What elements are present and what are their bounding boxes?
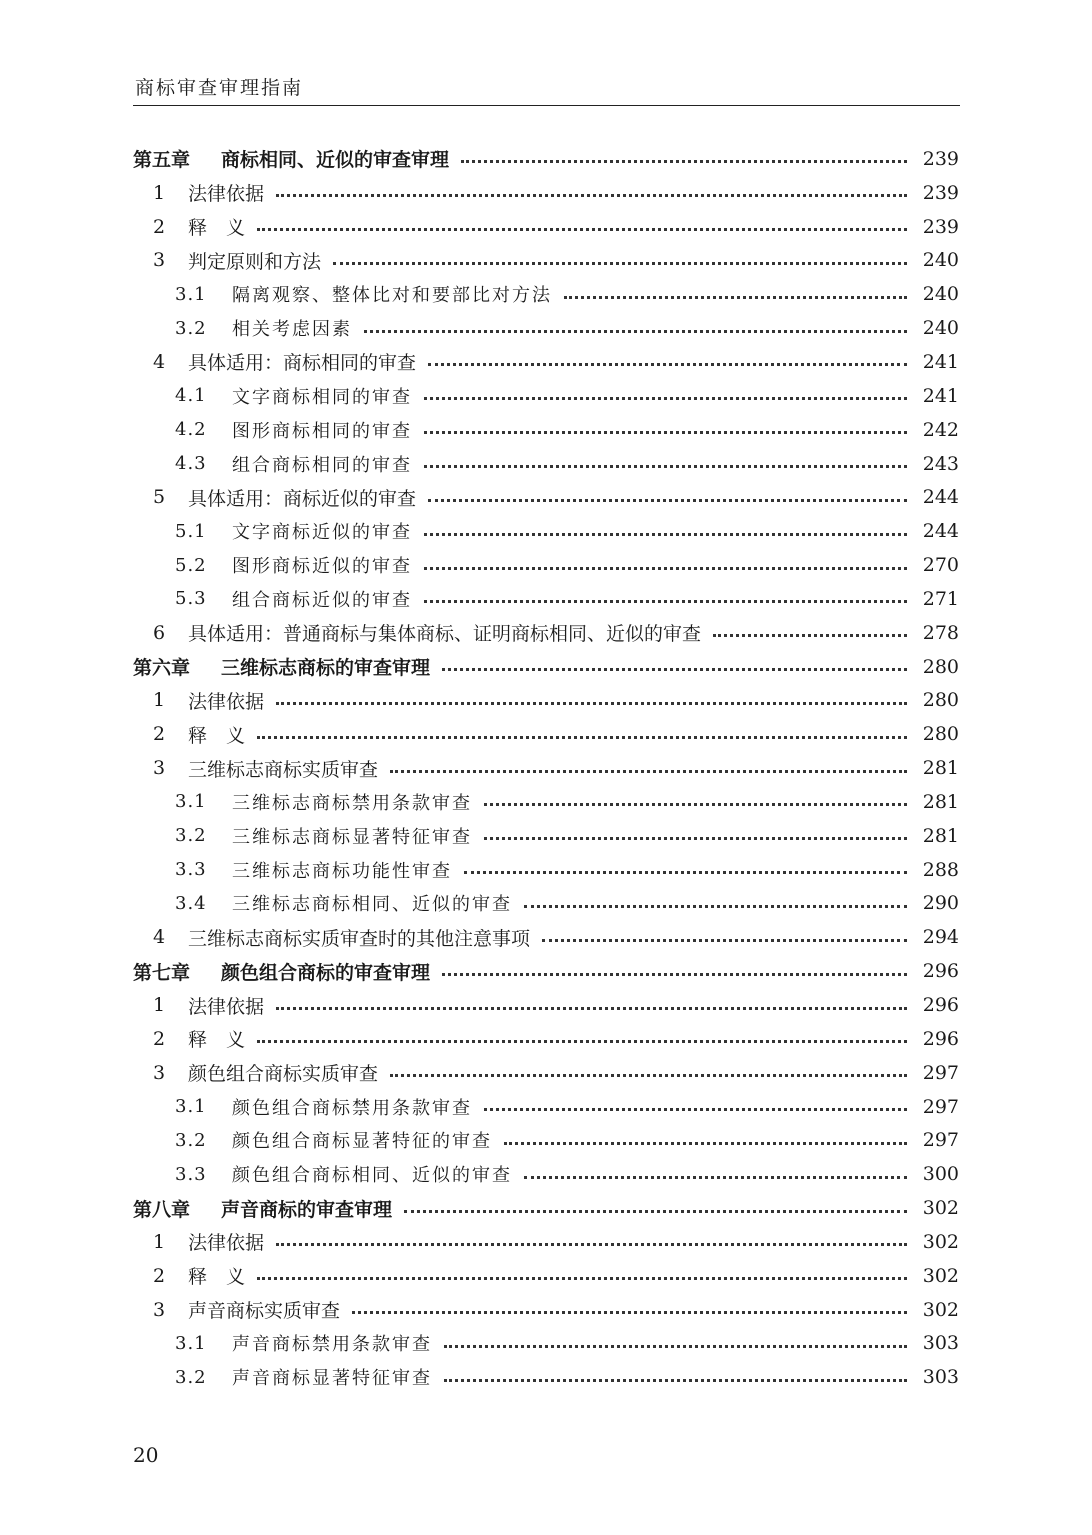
- toc-entry-title: 颜色组合商标实质审查: [188, 1063, 379, 1086]
- toc-entry-number: 5: [153, 486, 166, 509]
- toc-entry-number: 4.1: [175, 385, 207, 407]
- toc-entry-section: [133, 480, 959, 514]
- toc-entry-section: [133, 1259, 959, 1293]
- dot-leader: [257, 1277, 907, 1280]
- toc-entry-section: [133, 1293, 959, 1327]
- toc-entry-title: 颜色组合商标禁用条款审查: [232, 1097, 472, 1119]
- table-of-contents: [133, 142, 959, 1394]
- toc-entry-subsection: [133, 1360, 959, 1394]
- toc-entry-number: 3: [153, 757, 166, 780]
- toc-entry-subsection: [133, 277, 959, 311]
- toc-entry-chapter: [133, 954, 959, 988]
- dot-leader: [484, 803, 907, 806]
- toc-entry-section: [133, 345, 959, 379]
- toc-entry-title: 三维标志商标实质审查: [188, 758, 379, 781]
- toc-entry-title: 法律依据: [188, 995, 265, 1018]
- toc-entry-subsection: [133, 785, 959, 819]
- toc-entry-title: 声音商标实质审查: [188, 1300, 341, 1323]
- toc-entry-page: 281: [922, 757, 959, 780]
- toc-entry-section: [133, 176, 959, 210]
- toc-entry-section: [133, 1225, 959, 1259]
- toc-entry-subsection: [133, 1090, 959, 1124]
- toc-entry-section: [133, 210, 959, 244]
- toc-entry-number: 3.1: [175, 283, 207, 305]
- toc-entry-title: 声音商标的审查审理: [221, 1198, 393, 1221]
- toc-entry-subsection: [133, 582, 959, 616]
- toc-entry-page: 239: [922, 215, 959, 238]
- dot-leader: [424, 397, 907, 400]
- dot-leader: [424, 600, 907, 603]
- toc-entry-page: 239: [922, 181, 959, 204]
- toc-entry-page: 302: [922, 1264, 959, 1287]
- toc-entry-page: 240: [922, 249, 959, 272]
- toc-entry-subsection: [133, 548, 959, 582]
- toc-entry-subsection: [133, 1123, 959, 1157]
- toc-entry-page: 239: [922, 147, 959, 170]
- toc-entry-page: 280: [922, 723, 959, 746]
- dot-leader: [524, 905, 907, 908]
- toc-entry-title: 图形商标近似的审查: [232, 556, 412, 578]
- toc-entry-number: 第八章: [133, 1198, 191, 1221]
- toc-entry-title: 判定原则和方法: [188, 250, 322, 273]
- dot-leader: [424, 533, 907, 536]
- toc-entry-number: 4.2: [175, 419, 207, 441]
- toc-entry-number: 4: [153, 926, 166, 949]
- toc-entry-title: 三维标志商标禁用条款审查: [232, 792, 472, 814]
- toc-entry-section: [133, 684, 959, 718]
- toc-entry-page: 241: [922, 350, 959, 373]
- dot-leader: [390, 1074, 907, 1077]
- toc-entry-page: 281: [922, 790, 959, 813]
- toc-entry-title: 释 义: [188, 1029, 246, 1052]
- toc-entry-page: 302: [922, 1197, 959, 1220]
- toc-entry-number: 3.1: [175, 1096, 207, 1118]
- dot-leader: [484, 837, 907, 840]
- dot-leader: [276, 1243, 907, 1246]
- dot-leader: [276, 702, 907, 705]
- dot-leader: [461, 160, 907, 163]
- toc-entry-number: 第七章: [133, 961, 191, 984]
- toc-entry-number: 第五章: [133, 149, 191, 172]
- dot-leader: [484, 1108, 907, 1111]
- dot-leader: [257, 1040, 907, 1043]
- toc-entry-title: 颜色组合商标的审查审理: [221, 961, 431, 984]
- toc-entry-title: 释 义: [188, 1266, 246, 1289]
- dot-leader: [257, 228, 907, 231]
- toc-entry-page: 297: [922, 1095, 959, 1118]
- dot-leader: [713, 634, 907, 637]
- toc-entry-number: 3: [153, 1061, 166, 1084]
- toc-entry-subsection: [133, 1157, 959, 1191]
- toc-entry-page: 278: [922, 621, 959, 644]
- dot-leader: [333, 262, 907, 265]
- toc-entry-number: 2: [153, 1027, 166, 1050]
- toc-entry-number: 3.2: [175, 317, 207, 339]
- toc-entry-number: 1: [153, 181, 166, 204]
- dot-leader: [390, 770, 907, 773]
- toc-entry-subsection: [133, 447, 959, 481]
- dot-leader: [428, 363, 907, 366]
- toc-entry-title: 具体适用：商标相同的审查: [188, 352, 417, 375]
- dot-leader: [404, 1210, 907, 1213]
- toc-entry-page: 240: [922, 317, 959, 340]
- toc-entry-title: 颜色组合商标显著特征的审查: [232, 1131, 492, 1153]
- header-rule: [133, 105, 960, 106]
- toc-entry-subsection: [133, 311, 959, 345]
- toc-entry-number: 3.3: [175, 859, 207, 881]
- dot-leader: [504, 1142, 907, 1145]
- dot-leader: [424, 431, 907, 434]
- toc-entry-section: [133, 616, 959, 650]
- toc-entry-title: 具体适用：普通商标与集体商标、证明商标相同、近似的审查: [188, 623, 702, 646]
- toc-entry-title: 释 义: [188, 724, 246, 747]
- toc-entry-number: 2: [153, 1264, 166, 1287]
- toc-entry-page: 243: [922, 452, 959, 475]
- toc-entry-number: 2: [153, 215, 166, 238]
- dot-leader: [442, 973, 907, 976]
- dot-leader: [442, 668, 907, 671]
- toc-entry-title: 组合商标相同的审查: [232, 454, 412, 476]
- toc-entry-section: [133, 1022, 959, 1056]
- toc-entry-page: 244: [922, 520, 959, 543]
- toc-entry-page: 271: [922, 587, 959, 610]
- toc-entry-page: 280: [922, 655, 959, 678]
- toc-entry-page: 302: [922, 1230, 959, 1253]
- toc-entry-page: 242: [922, 418, 959, 441]
- toc-entry-number: 4.3: [175, 453, 207, 475]
- dot-leader: [424, 567, 907, 570]
- dot-leader: [464, 871, 907, 874]
- toc-entry-page: 303: [922, 1332, 959, 1355]
- toc-entry-number: 3.2: [175, 825, 207, 847]
- dot-leader: [257, 736, 907, 739]
- toc-entry-number: 3.1: [175, 1332, 207, 1354]
- toc-entry-page: 270: [922, 554, 959, 577]
- toc-entry-number: 5.2: [175, 554, 207, 576]
- toc-entry-subsection: [133, 514, 959, 548]
- toc-entry-page: 297: [922, 1061, 959, 1084]
- dot-leader: [524, 1176, 907, 1179]
- toc-entry-title: 文字商标近似的审查: [232, 522, 412, 544]
- toc-entry-section: [133, 751, 959, 785]
- dot-leader: [276, 194, 907, 197]
- toc-entry-title: 法律依据: [188, 690, 265, 713]
- toc-entry-subsection: [133, 413, 959, 447]
- toc-entry-section: [133, 920, 959, 954]
- toc-entry-number: 5.1: [175, 520, 207, 542]
- toc-entry-number: 3.4: [175, 892, 207, 914]
- toc-entry-title: 三维标志商标显著特征审查: [232, 826, 472, 848]
- toc-entry-title: 相关考虑因素: [232, 319, 352, 341]
- toc-entry-number: 3: [153, 1298, 166, 1321]
- toc-entry-subsection: [133, 853, 959, 887]
- toc-entry-page: 294: [922, 926, 959, 949]
- toc-entry-page: 296: [922, 1027, 959, 1050]
- toc-entry-number: 3.1: [175, 791, 207, 813]
- dot-leader: [276, 1007, 907, 1010]
- toc-entry-number: 4: [153, 350, 166, 373]
- toc-entry-title: 颜色组合商标相同、近似的审查: [232, 1165, 512, 1187]
- toc-entry-section: [133, 244, 959, 278]
- dot-leader: [424, 465, 907, 468]
- dot-leader: [444, 1379, 907, 1382]
- toc-entry-section: [133, 988, 959, 1022]
- toc-entry-page: 300: [922, 1163, 959, 1186]
- dot-leader: [564, 296, 907, 299]
- toc-entry-title: 组合商标近似的审查: [232, 589, 412, 611]
- toc-entry-number: 3: [153, 249, 166, 272]
- dot-leader: [542, 939, 907, 942]
- toc-entry-page: 302: [922, 1298, 959, 1321]
- toc-entry-title: 法律依据: [188, 1232, 265, 1255]
- toc-entry-section: [133, 717, 959, 751]
- toc-entry-page: 244: [922, 486, 959, 509]
- toc-entry-page: 288: [922, 858, 959, 881]
- toc-entry-subsection: [133, 379, 959, 413]
- toc-entry-page: 280: [922, 689, 959, 712]
- toc-entry-title: 商标相同、近似的审查审理: [221, 149, 450, 172]
- toc-entry-page: 240: [922, 283, 959, 306]
- dot-leader: [444, 1345, 907, 1348]
- toc-entry-page: 297: [922, 1129, 959, 1152]
- running-header: 商标审查审理指南: [135, 77, 304, 99]
- toc-entry-page: 296: [922, 960, 959, 983]
- toc-entry-page: 290: [922, 892, 959, 915]
- toc-entry-title: 声音商标禁用条款审查: [232, 1334, 432, 1356]
- toc-entry-title: 文字商标相同的审查: [232, 386, 412, 408]
- toc-entry-title: 三维标志商标相同、近似的审查: [232, 894, 512, 916]
- toc-entry-chapter: [133, 1191, 959, 1225]
- dot-leader: [428, 499, 907, 502]
- toc-entry-page: 296: [922, 994, 959, 1017]
- toc-entry-title: 图形商标相同的审查: [232, 420, 412, 442]
- toc-entry-number: 1: [153, 689, 166, 712]
- toc-entry-number: 6: [153, 621, 166, 644]
- toc-entry-title: 具体适用：商标近似的审查: [188, 487, 417, 510]
- toc-entry-page: 303: [922, 1366, 959, 1389]
- toc-entry-title: 声音商标显著特征审查: [232, 1368, 432, 1390]
- toc-entry-subsection: [133, 887, 959, 921]
- toc-entry-section: [133, 1056, 959, 1090]
- toc-entry-number: 2: [153, 723, 166, 746]
- toc-entry-title: 隔离观察、整体比对和要部比对方法: [232, 285, 552, 307]
- toc-entry-number: 第六章: [133, 657, 191, 680]
- toc-entry-number: 3.2: [175, 1129, 207, 1151]
- toc-entry-chapter: [133, 650, 959, 684]
- dot-leader: [352, 1311, 907, 1314]
- toc-entry-title: 三维标志商标的审查审理: [221, 657, 431, 680]
- toc-entry-number: 1: [153, 1230, 166, 1253]
- toc-entry-page: 241: [922, 384, 959, 407]
- toc-entry-number: 1: [153, 994, 166, 1017]
- toc-entry-number: 3.2: [175, 1366, 207, 1388]
- dot-leader: [364, 330, 907, 333]
- toc-entry-number: 3.3: [175, 1163, 207, 1185]
- toc-entry-page: 281: [922, 824, 959, 847]
- toc-entry-title: 法律依据: [188, 183, 265, 206]
- toc-entry-chapter: [133, 142, 959, 176]
- page-number: 20: [133, 1443, 159, 1467]
- toc-entry-subsection: [133, 819, 959, 853]
- toc-entry-subsection: [133, 1327, 959, 1361]
- toc-entry-title: 释 义: [188, 217, 246, 240]
- toc-entry-number: 5.3: [175, 588, 207, 610]
- toc-entry-title: 三维标志商标功能性审查: [232, 860, 452, 882]
- toc-entry-title: 三维标志商标实质审查时的其他注意事项: [188, 927, 531, 950]
